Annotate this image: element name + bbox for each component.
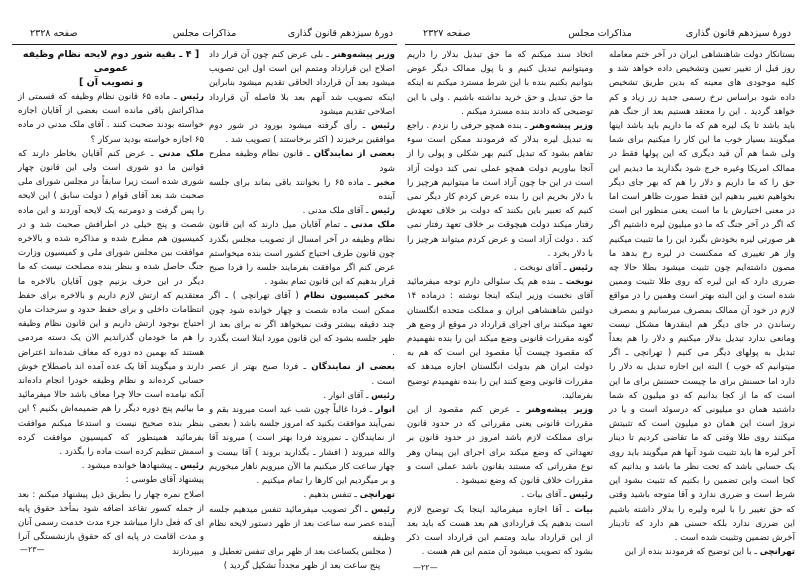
paragraph-text: ـ تمام آقایان میل دارند که این قانون نظام وظیفه در آخر امسال از تصویب مجلس بگذرد چون قانون طرف احتیاج کشور است بنده میخواستم عرض کنم اگر موافقت بفرمایند جلسه را فردا صبح قرار بدهیم که این قانون تمام بشود . — [209, 220, 395, 288]
paragraph-text: ـ قانون نظام وظیفه مطرح شود — [209, 149, 395, 174]
paragraph — [18, 459, 204, 473]
page-header — [405, 28, 795, 42]
speaker-name: انوار — [375, 405, 395, 416]
right-page — [405, 0, 795, 579]
paragraph — [209, 176, 395, 204]
session-title: دورهٔ سیزدهم قانون گذاری — [685, 28, 791, 39]
paragraph-text: اتخاذ سند میکنم که ما حق تبدیل بدلار را داریم ومیتوانیم تبدیل کنیم و با پول ممالک دیگر عوض بتوانیم بکنیم بنده با این شرط مسترد میکنم نه اینکه ما حق تبدیل و حق خرید نداشته باشیم . ولی با این توضیحی که دادند بنده مسترد میکنم . — [407, 50, 593, 117]
speaker-name: مخبر کمیسیون نظام — [303, 291, 396, 302]
page-number: صفحه ۲۳۲۸ — [30, 28, 78, 39]
paragraph-text: ـ عرض کنم آقایان بخاطر دارند که قوانین ما دو شوری است ولی این قانون چهار شوری شده است زیرا سابقاً در مجلس شورای ملی صحبت شد بعد آقای قوام ( دولت سابق ) این لایحه را پس گرفت و دومرتبه یک لایحه آوردند و این ماده شصت و پنج خیلی در اطرافش صحبت شد و در کمیسیون هم مطرح شده و مذاکره شده و بالاخره موافقت بین مجلس شورای ملی و کمیسیون وزارت جنگ حاصل شده و بنظر بنده مصلحت نیست که ما دیگر در این حرف بزنیم چون آقایان بالاخره ما معتقدیم که ارتش لازم داریم و بالاخره برای حفظ انتظامات داخلی و برای حفظ حدود و سرحدات مان احتیاج بوجود ارتش داریم و این قانون نظام وظیفه را هم ما خودمان گذراندیم الان یک دسته مردمی هستند که بهمین ده دوره که معاف شده‌اند اعتراض دارند و میگویند آقا یک عده آمده اند باصطلاح خوش حسابی کرده‌اند و نظام وظیفه خودرا انجام داده‌اند آنکه نیامده است حالا چرا معاف باشد حالا میفرمائید ما بیائیم پنج دوره دیگر را هم ضمیمه‌اش بکنیم ؟ این بنظر بنده صحیح نیست و استدعا میکنم موافقت بفرمائید همینطور که کمیسیون موافقت کرده اسمش تنظیم کرده است ماده را بگذرد . — [18, 148, 204, 458]
paragraph — [209, 488, 395, 502]
paragraph-text: اصلاح نمره چهار را بطریق ذیل پیشنهاد میکنم : بعد از جمله کسور تقاعد اضافه شود بمأخذ حقوق پایه ای که فعل دارا میباشد جزء مدت خدمت رسمی آنان و مدت اقامت در پایه ای که حقوق بازنشستگی آنرا میپردازند — [18, 489, 204, 557]
paragraph-text: ـ فردا غالباً چون شب عید است میروند بقم و نمی‌آیند موافقت بکنید که امروز جلسه باشد ( بعضی از نمایندگان ـ نمیروند فردا بهتر است ) میروند آقا والله میروند ( افشار ـ بگذارید بروند ) آقا بیست و چهار ساعت کار میکنیم ما الآن میرویم ناهار میخوریم و بر میگردیم این کارها را تمام میکنیم . — [209, 405, 395, 487]
page-number: صفحه ۲۳۲۷ — [423, 28, 471, 39]
paragraph — [209, 403, 395, 488]
page-footer: —۲۳— — [20, 545, 45, 554]
paragraph — [609, 545, 795, 559]
paragraph-text: ـ ماده ۶۵ قانون نظام وظیفه که قسمتی از مذاکراتش باقی مانده است بعضی از آقایان اجازه خواسته بودند صحبت کنند . آقای ملک مدنی در ماده ۶۵ اجازه خواسته بودید سرکار ؟ — [18, 92, 204, 145]
speaker-name: مخبر — [374, 177, 396, 188]
paragraph — [407, 275, 593, 403]
speaker-name: بعضی از نمایندگان — [313, 149, 396, 160]
speaker-name: رئیس — [371, 390, 395, 401]
paragraph-text: ـ آقای ملک مدنی . — [302, 206, 372, 217]
speaker-name: نوبخت — [565, 277, 593, 288]
column-left — [407, 48, 593, 559]
paragraph-text: ـ بنده همچو حرفی را نزدم . راجع به تبدیل لیره بدلار که فرمودند ممکن است سوء تفاهم بشود که تبدیل کنیم بهر شکلی و پولی را از آنجا بیاوریم دولت همچو عملی نمی کند دولت آزاد است در این جا چون آزاد است ما میتوانیم هرچیز را با دلار بخریم این را بنده عرض کردم کار دیگر نمی کنیم که تعبیر باین بکنند که دولت بر خلاف تعهدش رفتار میکند دولت هیچوقت بر خلاف تعهد رفتار نمی کند . دولت آزاد است و عرض کردم میتواند هرچیز را با دلار بخرد . — [407, 121, 593, 259]
section-title-cont: و تصویب آن ] — [78, 77, 144, 88]
column-left — [18, 48, 204, 559]
paragraph — [209, 389, 395, 403]
paragraph-text: ـ ماده ۶۵ را بخوانند باقی بماند برای جلسه آینده — [209, 177, 395, 203]
paragraph — [18, 473, 204, 487]
paragraph — [209, 503, 395, 546]
speaker-name: رئیس — [180, 92, 205, 102]
paragraph — [209, 147, 395, 175]
paragraph-text: ـ پیشنهادها خوانده میشود . — [81, 461, 181, 472]
speaker-name: ملک مدنی — [158, 148, 205, 159]
header-rule — [405, 44, 795, 45]
journal-title: مذاکرات مجلس — [172, 28, 237, 39]
paragraph-text: ـ آقای انوار . — [323, 390, 372, 401]
paragraph — [407, 488, 593, 502]
paragraph — [18, 147, 204, 459]
paragraph — [209, 289, 395, 360]
journal-title: مذاکرات مجلس — [568, 28, 632, 39]
paragraph-text: ـ اگر تصویب میفرمائید تنفس میدهیم جلسه آینده عصر سه ساعت بعد از ظهر دستور لایحه نظام وظیفه — [209, 504, 395, 543]
speaker-name: تهرانچی — [759, 547, 795, 558]
speaker-name: وزیر پیشه‌وهنر — [526, 405, 593, 416]
speaker-name: بیات — [574, 504, 593, 515]
paragraph — [407, 503, 593, 560]
paragraph — [609, 48, 795, 545]
paragraph — [407, 119, 593, 261]
paragraph-text: ـ آقای بیات . — [521, 490, 570, 501]
speaker-name: ملک مدنی — [350, 220, 396, 231]
paragraph — [18, 90, 204, 147]
header-rule — [12, 44, 397, 45]
paragraph — [209, 48, 395, 119]
column-right — [209, 48, 395, 574]
speaker-name: تهرانچی — [359, 490, 395, 501]
paragraph-text: ـ فردا صبح بهتر از عصر است . — [209, 362, 395, 387]
paragraph-text: ـ بلی عرض کنم چون آن قرار داد اصلاح این قرارداد ومتمم این است اول این تصویب میشود بعد آن قرارداد الحاقی تقدیم میشود بنابراین اینکه تصویب شد آنهم بعد بلا فاصله آن قرارداد اصلاحی تقدیم میشود — [209, 50, 395, 117]
speaker-name: وزیر پیشه‌وهنر — [530, 121, 593, 132]
paragraph-text: پیشنهاد آقای طوسی : — [125, 475, 204, 486]
paragraph — [209, 218, 395, 289]
column-right — [609, 48, 795, 559]
paragraph-text: ـ آقا اجازه میفرمائید اینجا یک توضیح لازم است بدهیم یک قراردادی هم بعد هست که باید بعد از این قرارداد بیاید ومتمم این قرارداد است ذکر بشود که تصویب میشود آن متمم این هم هست . — [407, 504, 593, 558]
speaker-name: رئیس — [371, 206, 395, 217]
speaker-name: رئیس — [371, 504, 395, 515]
paragraph — [209, 119, 395, 147]
section-title: [ ۴ ـ بقیه شور دوم لایحه نظام وظیفه عمومی — [22, 49, 200, 74]
paragraph — [407, 403, 593, 488]
paragraph-text: بستانکار دولت شاهنشاهی ایران در آخر ختم معامله روز قبل از تغییر تعیین وتشخیص داده خواهد شد و کلیه موجودی های معینه که بدین طریق تشخیص داده شود براساس نرخ رسمی جدید زر زیاد و کم خواهد گردید . این را معتقد هستیم بعد از جنگ هم باید باشد تا یک لیره هم که ما داریم باید باشد اینها میگویند بسیار خوب ما این کار را میکنیم برای شما ولی شما هم آن قید دیگری که این پولها فقط در ممالک امریکا وغیره خرج شود بگذارید ما دیدیم این حق را که ما داریم و دلار را هم که بهر جای دیگر بخواهیم تغییر بدهیم این فقط صورت ظاهر است اما در معنی اختیارش با ما است یعنی منظور این است که اگر در آخر جنگ که ما دو میلیون لیره داشتیم اگر هر صورتی لیره بخودش بگیرد این را ما تثبیت میکنیم واز هر تغییری که ممکنست در لیره رخ بدهد ما مصون داشته‌ایم چون تثبیت میشود بطلا حالا چه ضرری دارد که این لیره که روی طلا تثبیت وممین شده است و این البته بهتر است وهمین را در مواقع لازم در خود آن ممالک بمصرف میرسانیم و بمصرف رساندن در جای دیگر هم اینقدرها مشکل نیست ومانعی ندارد تبدیل بدلار میکنیم و دلار را هم بعداً تبدیل به پولهای دیگر می کنیم ( تهرانچی ـ اگر میتوانیم که خوب ) البته این اجازه تبدیل به دلار را دارد اما حسنش برای ما چیست حسنش برای ما این است که ما از کجا بدانیم که دو میلیون که شما داشتید همان دو میلیونی که درسوئد است و یا در نروژ است این همان دو میلیون است که تثبیتش میکنند روی طلا وقتی که ما تقاضی کردیم تا دینار آخر لیره ها باید تثبیت شود آنها هم میگویند باید روی یک حسابی باشد که تحت نظر ما باشد و بدانیم که کجا است واین تضمین را بکنیم که تثبیت بشود این شرط است و ضرری ندارد و آقا متوجه باشید وقتی که حق تغییر را با لیره ولیره را بدلار داشته باشیم این ضرری ندارد بلکه حسنی هم دارد که تادینار آخرش تضمین وتثبیت شده است . — [609, 50, 795, 543]
speaker-name: رئیس — [180, 461, 204, 472]
paragraph-text: ـ با این توضیح که فرمودند بنده از این — [624, 547, 760, 558]
session-closing-note: ( مجلس یکساعت بعد از ظهر برای تنفس تعطیل و پنج ساعت بعد از ظهر مجدداً تشکیل گردید ) — [212, 547, 392, 572]
speaker-name: رئیس — [371, 121, 395, 132]
paragraph-text: ( آقای تهرانچی ) ـ اگر ممکن است ماده شصت و چهار خوانده شود چون چند دقیقه بیشتر وقت نمیخواهد اگر نه برای بعد از ظهر جلسه بشود که این قانون مورد ابتلا است بگذرد . — [209, 291, 395, 359]
paragraph — [407, 48, 593, 119]
paragraph — [407, 261, 593, 275]
speaker-name: رئیس — [569, 263, 593, 274]
session-title: دورهٔ سیزدهم قانون گذاری — [287, 28, 393, 39]
paragraph — [209, 360, 395, 388]
page-footer: —۲۲— — [413, 563, 438, 572]
paragraph-text: ـ تنفس بدهیم . — [303, 490, 360, 501]
paragraph-text: ـ عرض کنم مقصود از این مقررات قانونی یعنی مقرراتی که در حدود قانون برای مملکت لازم باشد امروز در حدود قانون بر تعهداتی که وضع میکند برای اجرای این پیمان وهر نوع مقرراتی که مستند بقانون باشد عملی است و مقررات خلاف قانون که وضع نمیشود . — [407, 405, 593, 487]
speaker-name: رئیس — [569, 490, 593, 501]
paragraph — [18, 488, 204, 559]
paragraph-text: ـ رأی گرفته میشود بورود در شور دوم موافقین برخیزند ( اکثر برخاستند ) تصویب شد . — [209, 121, 395, 146]
paragraph-text: ـ بنده هم یک سئوالی دارم توجه میفرمائید آقای نخست وزیر اینکه اینجا نوشته : درماده ۱۴ دولتین شاهنشاهی ایران و مملکت متحده انگلستان تعهد میکنند برای اجرای قرارداد در موقع از وضع هر گونه مقررات قانونی وضع میکند این را بنده نفهمیدم که مقصود چیست آیا مقصود این است که هم به دولت ایران هم بدولت انگلستان اجازه میدهد که مقررات قانونی وضع کنند این را بنده نفهمیدم توضیح بفرمائید. — [407, 277, 593, 401]
speaker-name: بعضی از نمایندگان — [311, 362, 395, 373]
paragraph — [209, 204, 395, 218]
speaker-name: وزیر پیشه‌وهنر — [331, 50, 395, 60]
paragraph-text: ـ آقای نوبخت . — [513, 263, 570, 274]
page-header — [12, 28, 397, 42]
left-page — [12, 0, 397, 579]
